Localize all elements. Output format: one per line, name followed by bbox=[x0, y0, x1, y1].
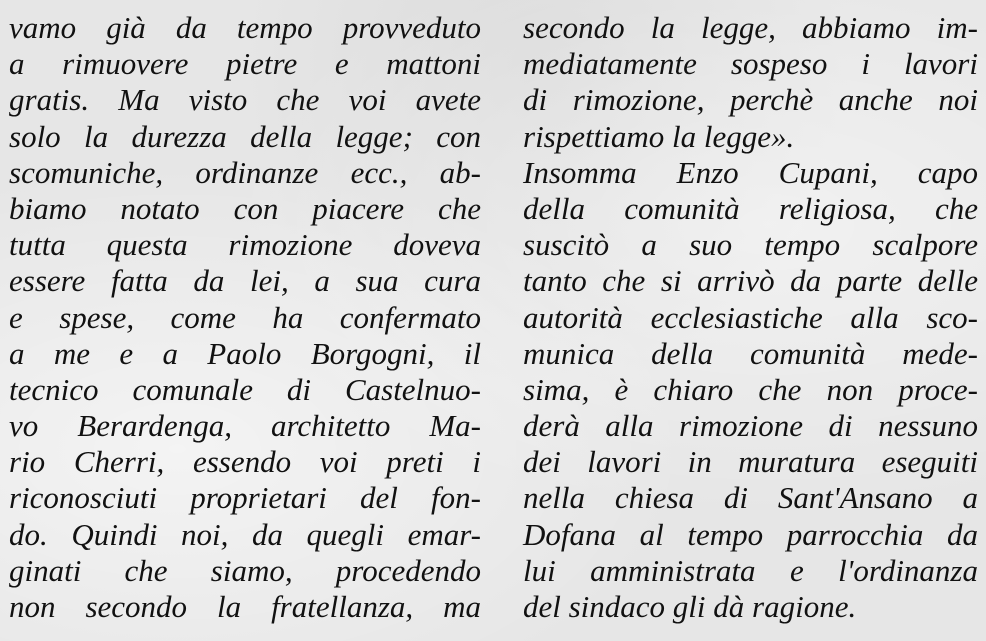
text-line: tecnico comunale di Castelnuo- bbox=[9, 371, 481, 407]
text-line: a rimuovere pietre e mattoni bbox=[9, 46, 481, 82]
text-line: della comunità religiosa, che bbox=[523, 190, 978, 226]
text-line: solo la durezza della legge; con bbox=[9, 118, 481, 154]
text-line: ginati che siamo, procedendo bbox=[9, 552, 481, 588]
text-line: vo Berardenga, architetto Ma- bbox=[9, 408, 481, 444]
text-line: e spese, come ha confermato bbox=[9, 299, 481, 335]
text-line: dei lavori in muratura eseguiti bbox=[523, 444, 978, 480]
text-line: tutta questa rimozione doveva bbox=[9, 227, 481, 263]
text-line: munica della comunità mede- bbox=[523, 335, 978, 371]
text-line: Dofana al tempo parrocchia da bbox=[523, 516, 978, 552]
text-line: del sindaco gli dà ragione. bbox=[523, 589, 857, 624]
text-line: lui amministrata e l'ordinanza bbox=[523, 552, 978, 588]
text-line: essere fatta da lei, a sua cura bbox=[9, 263, 481, 299]
text-line: sima, è chiaro che non proce- bbox=[523, 371, 978, 407]
text-line: Insomma Enzo Cupani, capo bbox=[523, 154, 978, 190]
text-line: vamo già da tempo provveduto bbox=[9, 10, 481, 45]
text-line: di rimozione, perchè anche noi bbox=[523, 82, 978, 118]
text-line: riconosciuti proprietari del fon- bbox=[9, 480, 481, 516]
text-line: tanto che si arrivò da parte delle bbox=[523, 263, 978, 299]
text-line: scomuniche, ordinanze ecc., ab- bbox=[9, 154, 481, 190]
text-line: biamo notato con piacere che bbox=[9, 190, 481, 226]
text-line: nella chiesa di Sant'Ansano a bbox=[523, 480, 978, 516]
text-line: autorità ecclesiastiche alla sco- bbox=[523, 299, 978, 335]
text-line: non secondo la fratellanza, ma bbox=[9, 589, 481, 624]
left-text-column bbox=[9, 10, 481, 625]
text-line: secondo la legge, abbiamo im- bbox=[523, 10, 978, 45]
text-line: gratis. Ma visto che voi avete bbox=[9, 82, 481, 118]
text-line: mediatamente sospeso i lavori bbox=[523, 46, 978, 82]
text-line: rispettiamo la legge». bbox=[523, 118, 795, 154]
text-line: rio Cherri, essendo voi preti i bbox=[9, 444, 481, 480]
right-text-column bbox=[523, 10, 978, 625]
text-line: do. Quindi noi, da quegli emar- bbox=[9, 516, 481, 552]
text-line: suscitò a suo tempo scalpore bbox=[523, 227, 978, 263]
text-line: derà alla rimozione di nessuno bbox=[523, 408, 978, 444]
text-line: a me e a Paolo Borgogni, il bbox=[9, 335, 481, 371]
